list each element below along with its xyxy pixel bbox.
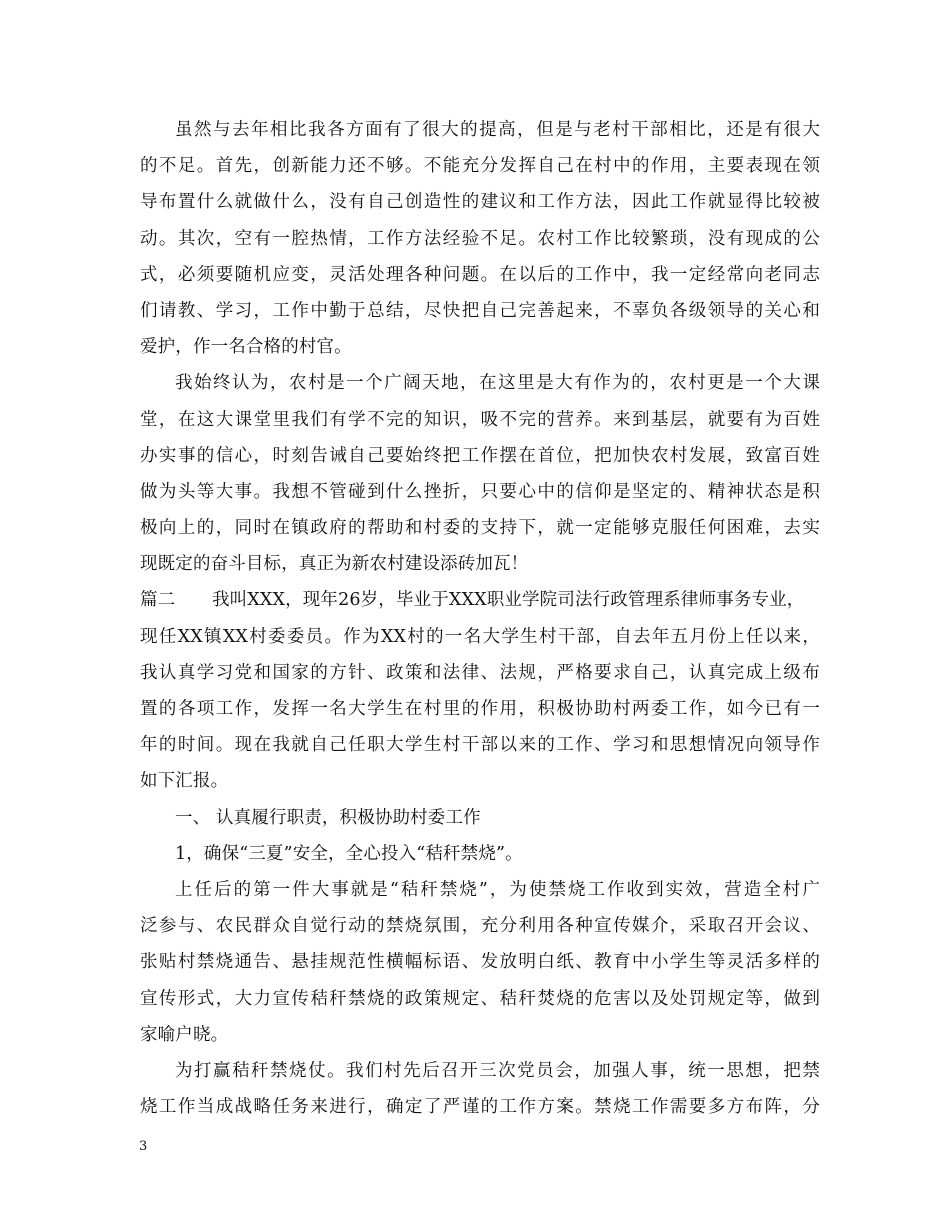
paragraph-line: 我始终认为，农村是一个广阔天地，在这里是大有作为的，农村更是一个大课	[175, 373, 820, 394]
paragraph-line: 我叫XXX，现年26岁，毕业于XXX职业学院司法行政管理系律师事务专业，	[212, 590, 805, 611]
section-heading-line	[140, 582, 820, 618]
paragraph-line: 为打赢秸秆禁烧仗。我们村先后召开三次党员会，加强人事，统一思想，把禁	[175, 1060, 820, 1081]
paragraph-line: 式，必须要随机应变，灵活处理各种问题。在以后的工作中，我一定经常向老同志	[140, 264, 820, 285]
section-label: 篇二	[140, 590, 176, 611]
paragraph-line: 办实事的信心，时刻告诫自己要始终把工作摆在首位，把加快农村发展，致富百姓	[140, 445, 820, 466]
paragraph-line: 爱护，作一名合格的村官。	[140, 337, 352, 358]
subheading: 1，确保“三夏”安全，全心投入“秸秆禁烧”。	[175, 843, 523, 864]
paragraph-line: 现任XX镇XX村委委员。作为XX村的一名大学生村干部，自去年五月份上任以来，	[140, 626, 820, 647]
paragraph-line: 置的各项工作，发挥一名大学生在村里的作用，积极协助村两委工作，如今已有一	[140, 699, 820, 719]
paragraph-line: 极向上的，同时在镇政府的帮助和村委的支持下，就一定能够克服任何困难，去实	[140, 518, 820, 539]
paragraph-line: 现既定的奋斗目标，真正为新农村建设添砖加瓦！	[140, 554, 529, 575]
paragraph-line: 如下汇报。	[140, 771, 229, 792]
paragraph-line: 堂，在这大课堂里我们有学不完的知识，吸不完的营养。来到基层，就要有为百姓	[140, 409, 820, 430]
paragraph-line: 宣传形式，大力宣传秸秆禁烧的政策规定、秸秆焚烧的危害以及处罚规定等，做到	[140, 988, 820, 1009]
paragraph-line: 导布置什么就做什么，没有自己创造性的建议和工作方法，因此工作就显得比较被	[140, 192, 820, 213]
paragraph-line: 泛参与、农民群众自觉行动的禁烧氛围，充分利用各种宣传媒介，采取召开会议、	[140, 916, 820, 937]
paragraph-line: 的不足。首先，创新能力还不够。不能充分发挥自己在村中的作用，主要表现在领	[140, 156, 820, 177]
subheading: 一、 认真履行职责，积极协助村委工作	[175, 807, 481, 828]
document-body	[140, 112, 820, 1125]
paragraph-line: 张贴村禁烧通告、悬挂规范性横幅标语、发放明白纸、教育中小学生等灵活多样的	[140, 952, 820, 973]
paragraph-line: 做为头等大事。我想不管碰到什么挫折，只要心中的信仰是坚定的、精神状态是积	[140, 481, 820, 502]
paragraph-line: 们请教、学习，工作中勤于总结，尽快把自己完善起来，不辜负各级领导的关心和	[140, 300, 820, 321]
paragraph-line: 烧工作当成战略任务来进行，确定了严谨的工作方案。禁烧工作需要多方布阵，分	[140, 1097, 820, 1118]
paragraph-line: 动。其次，空有一腔热情，工作方法经验不足。农村工作比较繁琐，没有现成的公	[140, 228, 820, 249]
paragraph-line: 虽然与去年相比我各方面有了很大的提高，但是与老村干部相比，还是有很大	[175, 120, 820, 140]
paragraph-line: 上任后的第一件大事就是“秸秆禁烧”，为使禁烧工作收到实效，营造全村广	[175, 879, 820, 900]
page-number: 3	[139, 1139, 148, 1154]
paragraph-line: 我认真学习党和国家的方针、政策和法律、法规，严格要求自己，认真完成上级布	[140, 662, 820, 683]
paragraph-line: 年的时间。现在我就自己任职大学生村干部以来的工作、学习和思想情况向领导作	[140, 735, 820, 756]
paragraph-line: 家喻户晓。	[140, 1024, 229, 1045]
